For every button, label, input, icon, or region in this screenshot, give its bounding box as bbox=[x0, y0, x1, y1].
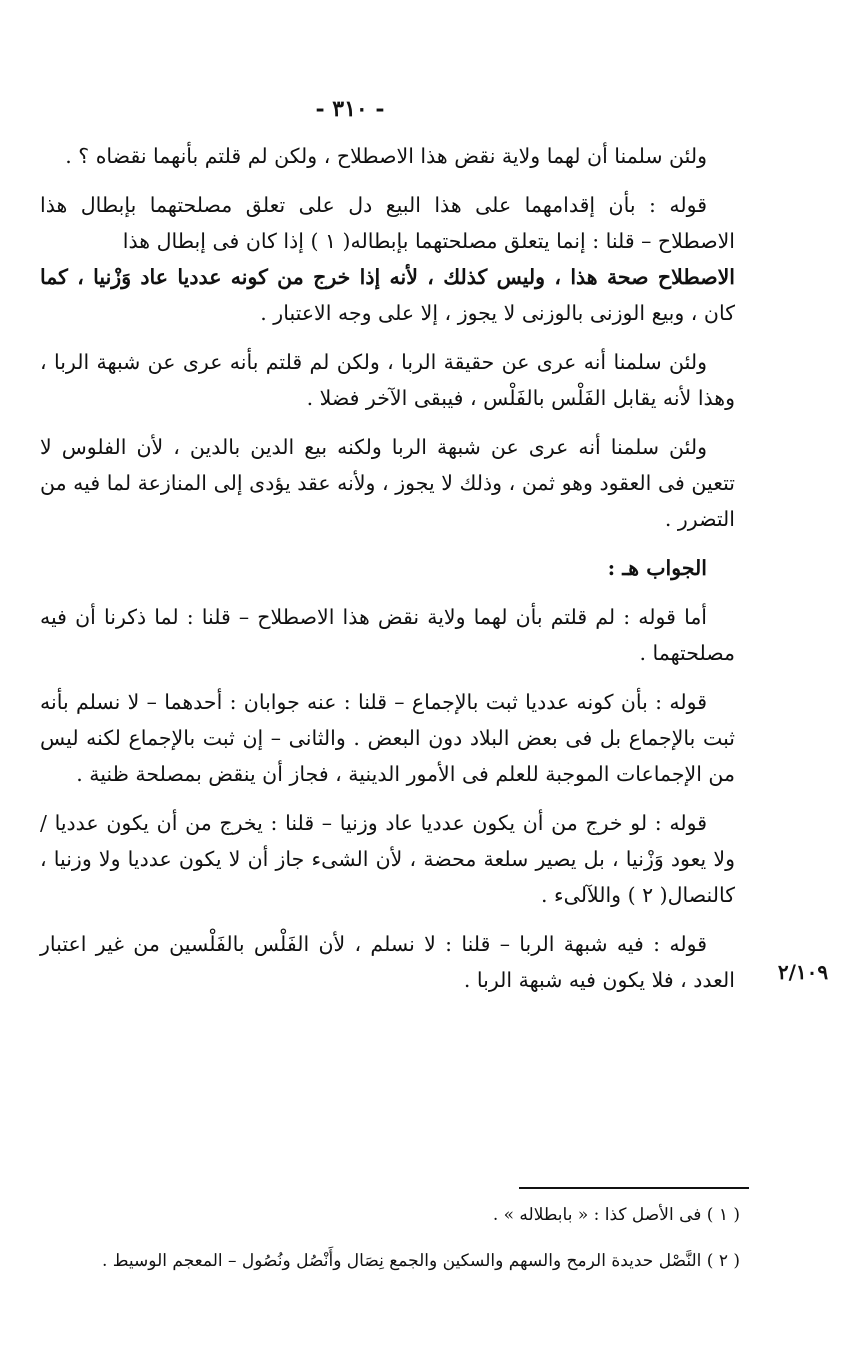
paragraph: ولئن سلمنا أنه عرى عن شبهة الربا ولكنه بيع الدين بالدين ، لأن الفلوس لا تتعين فى العقود وهو ثمن ، وذلك لا يجوز ، ولأنه عقد يؤدى إلى المنازعة لما فيه من التضرر . bbox=[40, 435, 735, 531]
footnote-divider bbox=[519, 1187, 749, 1189]
paragraph bbox=[40, 259, 735, 331]
paragraph-text: كان ، وبيع الوزنى بالوزنى لا يجوز ، إلا على وجه الاعتبار . bbox=[260, 301, 735, 325]
page-number: - ٣١٠ - bbox=[315, 96, 385, 122]
paragraph: قوله : فيه شبهة الربا – قلنا : لا نسلم ، لأن الفَلْس بالفَلْسين من غير اعتبار العدد ، فلا يكون فيه شبهة الربا . bbox=[40, 932, 735, 992]
paragraph-text: قوله : بأن إقدامهما على هذا البيع دل على تعلق مصلحتهما بإبطال هذا الاصطلاح – قلنا : إنما يتعلق مصلحتهما بإبطاله( ١ ) إذا كان فى إبطال هذا bbox=[40, 193, 735, 253]
paragraph: قوله : بأن كونه عدديا ثبت بالإجماع – قلنا : عنه جوابان : أحدهما – لا نسلم بأنه ثبت بالإجماع بل فى بعض البلاد دون البعض . والثانى – إن ثبت بالإجماع لكنه ليس من الإجماعات الموجبة للعلم فى الأمور الدينية ، فجاز أن ينقض بمصلحة ظنية . bbox=[40, 690, 735, 786]
paragraph: أما قوله : لم قلتم بأن لهما ولاية نقض هذا الاصطلاح – قلنا : لما ذكرنا أن فيه مصلحتهما . bbox=[40, 605, 735, 665]
paragraph: ولئن سلمنا أنه عرى عن حقيقة الربا ، ولكن لم قلتم بأنه عرى عن شبهة الربا ، وهذا لأنه يقابل الفَلْس بالفَلْس ، فيبقى الآخر فضلا . bbox=[40, 350, 735, 410]
paragraph bbox=[40, 187, 735, 259]
footnote: ( ٢ ) النَّصْل حديدة الرمح والسهم والسكين والجمع نِصَال وأَنْصُل ونُصُول – المعجم الوسيط . bbox=[101, 1251, 740, 1271]
body-text bbox=[40, 138, 735, 1011]
paragraph: قوله : لو خرج من أن يكون عدديا عاد وزنيا – قلنا : يخرج من أن يكون عدديا / ولا يعود وَزْنيا ، بل يصير سلعة محضة ، لأن الشىء جاز أن لا يكون عدديا ولا وزنيا ، كالنصال( ٢ ) واللآلىء . bbox=[40, 811, 735, 907]
footnote: ( ١ ) فى الأصل كذا : « بابطلاله » . bbox=[492, 1205, 740, 1225]
footnotes bbox=[40, 1200, 740, 1292]
margin-folio-note: ٢/١٠٩ bbox=[777, 960, 829, 984]
bold-text-run: الاصطلاح صحة هذا ، وليس كذلك ، لأنه إذا خرج من كونه عدديا عاد وَزْنيا ، كما bbox=[40, 265, 735, 289]
paragraph: ولئن سلمنا أن لهما ولاية نقض هذا الاصطلاح ، ولكن لم قلتم بأنهما نقضاه ؟ . bbox=[65, 144, 707, 168]
section-heading: الجواب هـ : bbox=[607, 556, 707, 580]
